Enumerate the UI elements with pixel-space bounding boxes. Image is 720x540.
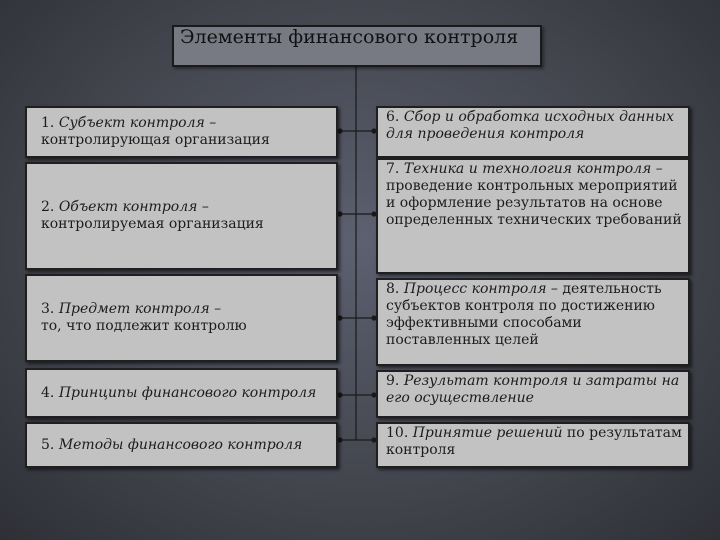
right-item-10-term: Принятие решений (412, 425, 563, 441)
left-item-1-desc: – контролирующая организация (41, 115, 270, 148)
diagram-title (172, 25, 542, 67)
left-item-3 (25, 274, 338, 362)
right-item-7 (376, 158, 690, 274)
left-item-1-term: Субъект контроля (58, 115, 205, 131)
left-item-3-desc: то, что подлежит контролю (41, 318, 247, 334)
diagram-title-text: Элементы финансового контроля (180, 26, 519, 48)
left-item-4-term: Принципы финансового контроля (58, 384, 317, 401)
right-item-8-num: 8. (386, 281, 400, 297)
left-item-1 (25, 106, 338, 158)
right-item-10 (376, 422, 690, 468)
left-item-4-num: 4. (41, 384, 55, 401)
left-item-2-desc: – контролируемая организация (41, 199, 264, 232)
right-item-6-term: Сбор и обработка исходных данных для проведения контроля (386, 109, 675, 142)
right-item-8-desc: – деятельность субъектов контроля по достижению эффективными способами поставленных целей (386, 281, 662, 348)
left-item-2 (25, 162, 338, 270)
left-item-5-num: 5. (41, 436, 55, 453)
left-item-5-term: Методы финансового контроля (58, 436, 303, 453)
right-item-7-num: 7. (386, 161, 400, 177)
left-item-3-num: 3. (41, 301, 55, 317)
right-item-10-desc: по результатам контроля (386, 425, 682, 458)
left-item-2-num: 2. (41, 199, 55, 215)
right-item-6 (376, 106, 690, 158)
right-item-9 (376, 370, 690, 418)
right-item-9-term: Результат контроля и затраты на его осуществление (386, 373, 680, 406)
right-item-9-num: 9. (386, 373, 400, 389)
left-item-5 (25, 422, 338, 468)
right-item-7-desc: проведение контрольных мероприятий и оформление результатов на основе определенных технических требований (386, 178, 682, 228)
right-item-8 (376, 278, 690, 366)
left-item-4 (25, 368, 338, 418)
right-item-10-num: 10. (386, 425, 409, 441)
left-item-2-term: Объект контроля (58, 199, 198, 215)
right-item-8-term: Процесс контроля (403, 281, 547, 297)
left-item-1-num: 1. (41, 115, 55, 131)
right-item-7-term: Техника и технология контроля – (403, 161, 663, 177)
right-item-6-num: 6. (386, 109, 400, 125)
left-item-3-term: Предмет контроля – (58, 301, 222, 317)
